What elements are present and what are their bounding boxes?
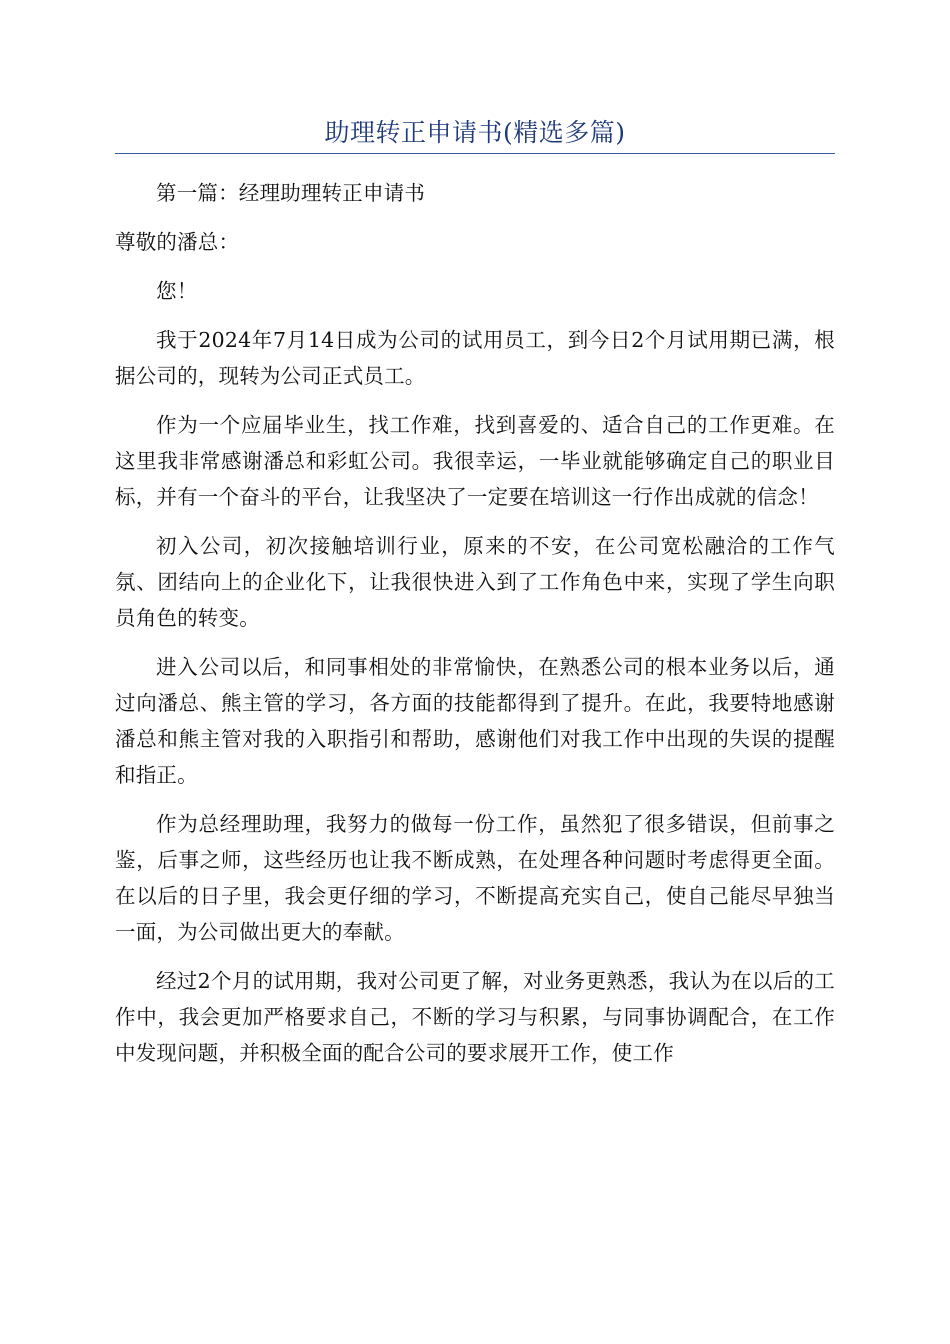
body-paragraph: 进入公司以后，和同事相处的非常愉快，在熟悉公司的根本业务以后，通过向潘总、熊主管的学习，各方面的技能都得到了提升。在此，我要特地感谢潘总和熊主管对我的入职指引和帮助，感谢他们对我工作中出现的失误的提醒和指正。 xyxy=(115,655,835,787)
body-paragraph: 经过2个月的试用期，我对公司更了解，对业务更熟悉，我认为在以后的工作中，我会更加严格要求自己，不断的学习与积累，与同事协调配合，在工作中发现问题，并积极全面的配合公司的要求展开工作，使工作 xyxy=(115,969,835,1065)
salutation: 尊敬的潘总： xyxy=(115,230,240,254)
body-paragraph: 作为一个应届毕业生，找工作难，找到喜爱的、适合自己的工作更难。在这里我非常感谢潘总和彩虹公司。我很幸运，一毕业就能够确定自己的职业目标，并有一个奋斗的平台，让我坚决了一定要在培训这一行作出成就的信念！ xyxy=(115,413,835,509)
document-body xyxy=(115,175,835,1084)
greeting: 您！ xyxy=(156,279,198,303)
title-underline xyxy=(115,153,835,154)
section-heading: 第一篇：经理助理转正申请书 xyxy=(156,181,426,205)
body-paragraph: 作为总经理助理，我努力的做每一份工作，虽然犯了很多错误，但前事之鉴，后事之师，这些经历也让我不断成熟，在处理各种问题时考虑得更全面。在以后的日子里，我会更仔细的学习，不断提高充实自己，使自己能尽早独当一面，为公司做出更大的奉献。 xyxy=(115,812,835,944)
document-title: 助理转正申请书(精选多篇) xyxy=(324,118,626,147)
body-paragraph: 初入公司，初次接触培训行业，原来的不安，在公司宽松融洽的工作气氛、团结向上的企业化下，让我很快进入到了工作角色中来，实现了学生向职员角色的转变。 xyxy=(115,534,835,630)
body-paragraph: 我于2024年7月14日成为公司的试用员工，到今日2个月试用期已满，根据公司的，现转为公司正式员工。 xyxy=(115,328,835,388)
